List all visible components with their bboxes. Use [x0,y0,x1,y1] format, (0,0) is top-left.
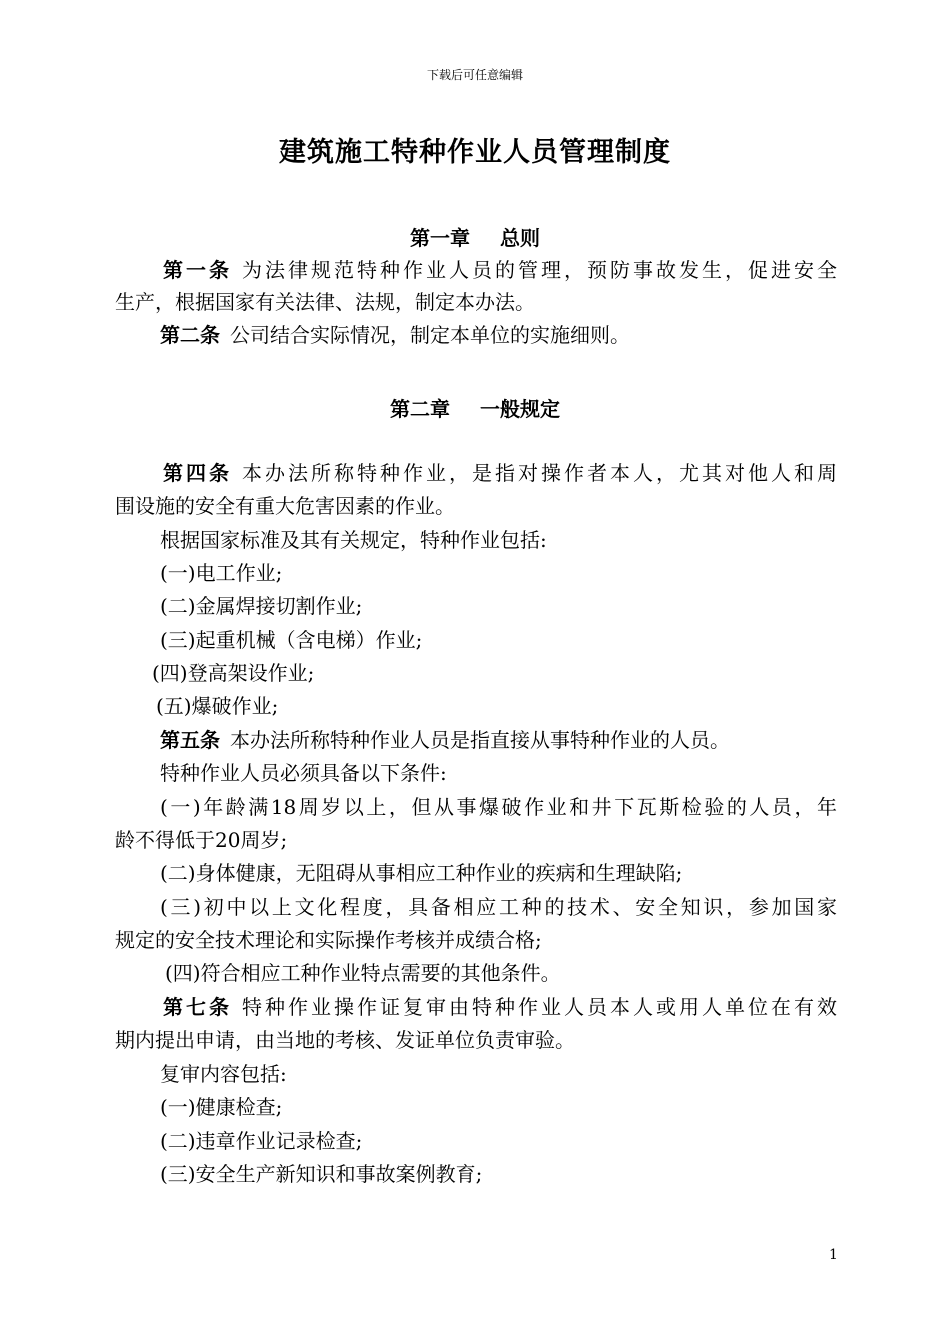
condition-3-line-2: 规定的安全技术理论和实际操作考核并成绩合格; [115,928,542,952]
article-1-line-2: 生产，根据国家有关法律、法规，制定本办法。 [115,290,535,314]
article-text: 本办法所称特种作业，是指对操作者本人，尤其对他人和周 [242,461,837,485]
condition-1-line-2: 龄不得低于20周岁; [115,828,288,852]
document-title: 建筑施工特种作业人员管理制度 [279,137,671,168]
article-4-line-1 [115,458,837,488]
article-text: 公司结合实际情况，制定本单位的实施细则。 [230,323,630,347]
article-text: 本办法所称特种作业人员是指直接从事特种作业的人员。 [230,728,730,752]
list-item: (五)爆破作业; [156,694,279,718]
list-item: (二)金属焊接切割作业; [160,594,363,618]
condition-1-line-1 [115,792,837,822]
article-label: 第二条 [160,323,220,347]
chapter-1-heading [0,222,950,251]
list-item: (四)登高架设作业; [152,661,315,685]
condition-text: (三)初中以上文化程度，具备相应工种的技术、安全知识，参加国家 [160,895,837,919]
article-7-line-1 [115,992,837,1022]
header-note: 下载后可任意编辑 [426,68,523,82]
article-text: 为法律规范特种作业人员的管理，预防事故发生，促进安全 [242,258,837,282]
list-item: (三)起重机械（含电梯）作业; [160,628,423,652]
article-label: 第五条 [160,728,220,752]
condition-2: (二)身体健康，无阻碍从事相应工种作业的疾病和生理缺陷; [160,861,683,885]
article-2 [160,320,630,350]
article-1-line-1 [115,255,837,285]
condition-4: (四)符合相应工种作业特点需要的其他条件。 [165,961,561,985]
article-label: 第四条 [160,461,232,485]
article-label: 第一条 [160,258,232,282]
article-5 [160,725,730,755]
article-text: 特种作业操作证复审由特种作业人员本人或用人单位在有效 [242,995,837,1019]
list-item: (三)安全生产新知识和事故案例教育; [160,1162,483,1186]
condition-text: (一)年龄满18周岁以上，但从事爆破作业和井下瓦斯检验的人员，年 [160,795,837,819]
page-number: 1 [829,1247,838,1263]
list-item: (一)健康检查; [160,1095,283,1119]
article-7-intro: 复审内容包括: [160,1062,287,1086]
article-label: 第七条 [160,995,232,1019]
list-item: (二)违章作业记录检查; [160,1129,363,1153]
chapter-label: 第一章 [410,226,470,250]
chapter-name: 一般规定 [480,397,560,421]
article-7-line-2: 期内提出申请，由当地的考核、发证单位负责审验。 [115,1028,575,1052]
chapter-2-heading [0,393,950,422]
chapter-name: 总则 [500,226,540,250]
article-4-intro: 根据国家标准及其有关规定，特种作业包括: [160,528,547,552]
chapter-label: 第二章 [390,397,450,421]
condition-3-line-1 [115,892,837,922]
article-4-line-2: 围设施的安全有重大危害因素的作业。 [115,494,455,518]
list-item: (一)电工作业; [160,561,283,585]
article-5-intro: 特种作业人员必须具备以下条件: [160,761,447,785]
